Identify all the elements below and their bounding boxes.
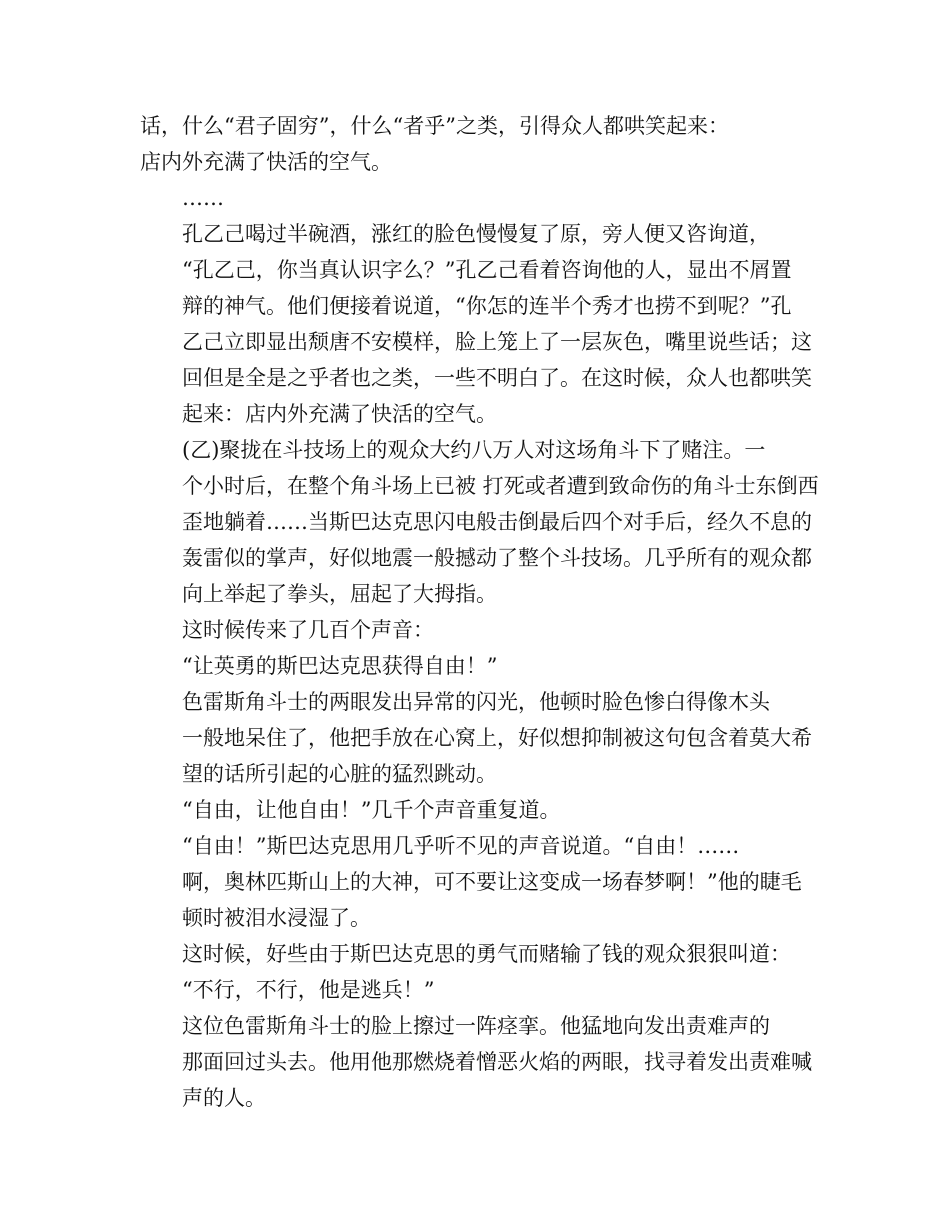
text-line: 这时候传来了几百个声音： <box>182 618 434 642</box>
text-line: “自由！”斯巴达克思用几乎听不见的声音说道。“自由！…… <box>182 834 740 858</box>
paragraph <box>140 216 812 432</box>
paragraph <box>140 684 812 792</box>
text-line: 孔乙己喝过半碗酒，涨红的脸色慢慢复了原，旁人便又咨询道， <box>182 222 770 246</box>
document-page <box>140 108 819 1116</box>
text-line: 回但是全是之乎者也之类，一些不明白了。在这时候，众人也都哄笑 <box>182 366 812 390</box>
paragraph <box>140 936 812 972</box>
text-line: “孔乙己，你当真认识字么？”孔乙己看着咨询他的人，显出不屑置 <box>182 258 792 282</box>
paragraph <box>140 972 812 1008</box>
text-line: (乙)聚拢在斗技场上的观众大约八万人对这场角斗下了赌注。一 <box>182 438 766 462</box>
text-line: “自由，让他自由！”几千个声音重复道。 <box>182 798 561 822</box>
text-line: 啊，奥林匹斯山上的大神，可不要让这变成一场春梦啊！”他的睫毛 <box>182 870 802 894</box>
text-line: …… <box>182 186 224 210</box>
text-line: 顿时被泪水浸湿了。 <box>182 906 371 930</box>
text-line: 店内外充满了快活的空气。 <box>140 150 392 174</box>
text-line: 一般地呆住了，他把手放在心窝上，好似想抑制被这句包含着莫大希 <box>182 726 812 750</box>
text-line: “让英勇的斯巴达克思获得自由！” <box>182 654 498 678</box>
text-line: 声的人。 <box>182 1086 266 1110</box>
paragraph <box>140 180 812 216</box>
text-line: 辩的神气。他们便接着说道，“你怎的连半个秀才也捞不到呢？”孔 <box>182 294 792 318</box>
text-line: 向上举起了拳头，屈起了大拇指。 <box>182 582 497 606</box>
text-line: 轰雷似的掌声，好似地震一般撼动了整个斗技场。几乎所有的观众都 <box>182 546 812 570</box>
paragraph <box>140 108 812 180</box>
paragraph <box>140 828 812 936</box>
text-line: 起来：店内外充满了快活的空气。 <box>182 402 497 426</box>
text-line: 个小时后，在整个角斗场上已被 打死或者遭到致命伤的角斗士东倒西 <box>182 474 819 498</box>
text-line: 歪地躺着……当斯巴达克思闪电般击倒最后四个对手后，经久不息的 <box>182 510 812 534</box>
text-line: 这时候，好些由于斯巴达克思的勇气而赌输了钱的观众狠狠叫道： <box>182 942 791 966</box>
paragraph <box>140 792 812 828</box>
paragraph <box>140 648 812 684</box>
paragraph <box>140 1008 812 1116</box>
text-line: 这位色雷斯角斗士的脸上擦过一阵痉挛。他猛地向发出责难声的 <box>182 1014 770 1038</box>
text-line: 色雷斯角斗士的两眼发出异常的闪光，他顿时脸色惨白得像木头 <box>182 690 770 714</box>
text-line: 望的话所引起的心脏的猛烈跳动。 <box>182 762 497 786</box>
paragraph <box>140 432 819 612</box>
text-line: 乙己立即显出颓唐不安模样，脸上笼上了一层灰色，嘴里说些话；这 <box>182 330 812 354</box>
text-line: 那面回过头去。他用他那燃烧着憎恶火焰的两眼，找寻着发出责难喊 <box>182 1050 812 1074</box>
text-line: 话，什么“君子固穷”，什么“者乎”之类，引得众人都哄笑起来： <box>140 114 729 138</box>
text-line: “不行，不行，他是逃兵！” <box>182 978 435 1002</box>
paragraph <box>140 612 812 648</box>
